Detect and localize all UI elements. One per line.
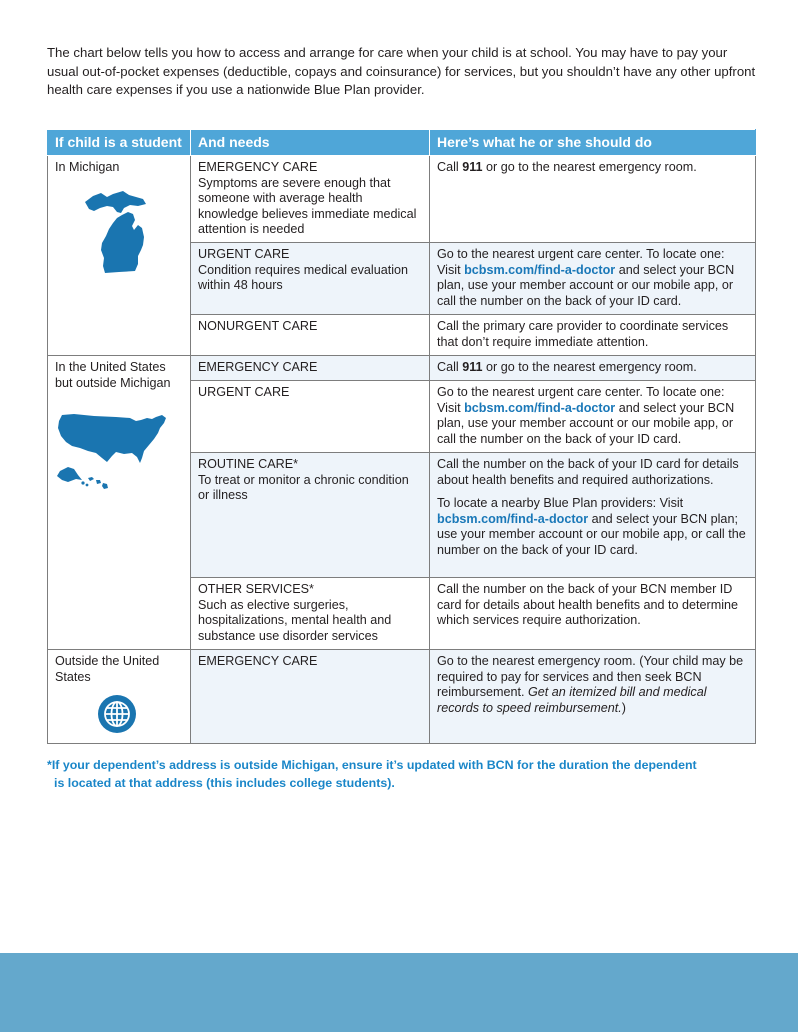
us-map-icon	[43, 409, 183, 496]
care-access-table	[47, 129, 756, 744]
header-what-to-do: Here’s what he or she should do	[430, 130, 756, 156]
need-urgent-us	[191, 380, 430, 452]
todo-text: and select your BCN plan; use your member account or our mobile app, or call the number on the back of your ID card.	[437, 511, 746, 557]
find-a-doctor-link[interactable]: bcbsm.com/find-a-doctor	[464, 262, 616, 277]
todo-text: )	[621, 700, 626, 715]
todo-emergency-us	[430, 355, 756, 380]
location-michigan-cell	[48, 156, 191, 356]
todo-urgent-us	[430, 380, 756, 452]
table-row	[48, 649, 756, 743]
todo-emergency-outside	[430, 649, 756, 743]
need-title: EMERGENCY CARE	[198, 359, 318, 374]
location-outside-cell	[48, 649, 191, 743]
todo-text: and select your BCN plan, use your member account or our mobile app, or call the number on the back of your ID card.	[437, 262, 735, 308]
emergency-number: 911	[462, 359, 483, 374]
todo-routine-us	[430, 452, 756, 577]
todo-italic-text: Get an itemized bill and medical records to speed reimbursement.	[437, 685, 707, 715]
footnote	[47, 756, 759, 792]
need-emergency-us	[191, 355, 430, 380]
location-label: Outside the United States	[55, 653, 160, 684]
todo-paragraph	[437, 496, 748, 558]
emergency-number: 911	[462, 160, 483, 174]
need-description: Such as elective surgeries, hospitalizations, mental health and substance use disorder services	[198, 597, 392, 643]
table-row	[48, 355, 756, 380]
todo-text: Call	[437, 359, 463, 374]
location-us-cell	[48, 355, 191, 649]
todo-text: To locate a nearby Blue Plan providers: Visit	[437, 496, 684, 511]
todo-text: Go to the nearest urgent care center. To locate one: Visit	[437, 246, 725, 277]
find-a-doctor-link[interactable]: bcbsm.com/find-a-doctor	[437, 511, 589, 526]
need-title: NONURGENT CARE	[198, 318, 318, 333]
todo-urgent-michigan	[430, 242, 756, 314]
todo-text: and select your BCN plan, use your member account or our mobile app, or call the number on the back of your ID card.	[437, 400, 735, 446]
todo-text: or go to the nearest emergency room.	[482, 359, 697, 374]
need-description: Symptoms are severe enough that someone with average health knowledge believes immediate medical attention is needed	[198, 175, 417, 237]
need-other-us	[191, 577, 430, 649]
header-student-location: If child is a student	[48, 130, 191, 156]
need-description: To treat or monitor a chronic condition or illness	[198, 472, 409, 503]
todo-other-us: Call the number on the back of your BCN member ID card for details about health benefits and to determine which services require authorization.	[430, 577, 756, 649]
need-emergency-michigan	[191, 156, 430, 243]
need-routine-us	[191, 452, 430, 577]
footnote-line-1: *If your dependent’s address is outside Michigan, ensure it’s updated with BCN for the duration the dependent	[47, 758, 697, 772]
bottom-band	[0, 953, 798, 1032]
todo-text: Call the number on the back of your ID card for details about health benefits and required authorizations.	[437, 456, 739, 487]
need-title: OTHER SERVICES*	[198, 581, 314, 596]
header-needs: And needs	[191, 130, 430, 156]
footnote-line-2: is located at that address (this includes college students).	[54, 776, 395, 790]
table-header-row	[48, 130, 756, 156]
need-nonurgent-michigan	[191, 314, 430, 355]
need-title: URGENT CARE	[198, 384, 290, 399]
todo-text: Call	[437, 160, 463, 174]
location-label: In the United States but outside Michigan	[55, 359, 171, 390]
intro-paragraph: The chart below tells you how to access and arrange for care when your child is at school. You may have to pay your usual out-of-pocket expenses (deductible, copays and coinsurance) for services, but you shouldn’t have any other upfront health care expenses if you use a nationwide Blue Plan provider.	[47, 45, 756, 97]
need-title: EMERGENCY CARE	[198, 653, 318, 668]
todo-nonurgent-michigan: Call the primary care provider to coordinate services that don’t require immediate attention.	[430, 314, 756, 355]
need-emergency-outside	[191, 649, 430, 743]
todo-emergency-michigan	[430, 156, 756, 243]
need-urgent-michigan	[191, 242, 430, 314]
need-title: ROUTINE CARE*	[198, 456, 299, 471]
need-title: EMERGENCY CARE	[198, 160, 318, 174]
location-label: In Michigan	[55, 160, 120, 174]
todo-text: Go to the nearest emergency room. (Your child may be required to pay for services and then seek BCN reimbursement.	[437, 653, 744, 700]
need-title: URGENT CARE	[198, 246, 290, 261]
todo-text: or go to the nearest emergency room.	[482, 160, 697, 174]
michigan-map-icon	[49, 188, 183, 283]
need-description: Condition requires medical evaluation within 48 hours	[198, 262, 409, 293]
globe-icon	[51, 694, 183, 739]
table-row	[48, 156, 756, 243]
find-a-doctor-link[interactable]: bcbsm.com/find-a-doctor	[464, 400, 616, 415]
todo-text: Go to the nearest urgent care center. To locate one: Visit	[437, 384, 725, 415]
